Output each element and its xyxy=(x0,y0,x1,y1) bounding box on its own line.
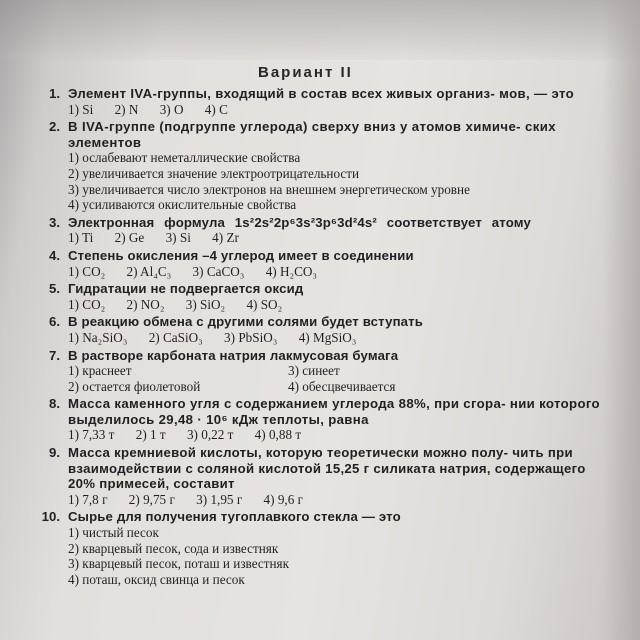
option: 3) увеличивается число электронов на внешнем энергетическом уровне xyxy=(68,181,470,197)
options xyxy=(68,230,610,246)
question-number: 7. xyxy=(49,347,60,363)
option: 1) чистый песок xyxy=(68,525,159,541)
question-5 xyxy=(30,281,610,312)
option: 2) Ge xyxy=(114,230,145,246)
question-10 xyxy=(30,509,610,587)
option: 4) Zr xyxy=(212,230,239,246)
option: 3) PbSiO₃ xyxy=(224,329,278,345)
question-number: 6. xyxy=(49,314,60,330)
option: 3) 0,22 т xyxy=(186,427,234,443)
option: 2) 9,75 г xyxy=(128,491,175,507)
option: 3) 1,95 г xyxy=(196,491,243,507)
top-shadow xyxy=(0,0,640,60)
option: 2) Al₄C₃ xyxy=(126,263,172,279)
option: 2) N xyxy=(114,101,139,117)
option: 4) обесцвечивается xyxy=(288,378,396,394)
options xyxy=(68,492,610,508)
option: 1) ослабевают неметаллические свойства xyxy=(68,150,301,166)
question-text: В реакцию обмена с другими солями будет вступать xyxy=(68,314,424,330)
question-number: 5. xyxy=(49,281,60,297)
question-text: Масса каменного угля с содержанием углерода 88%, при сгора- нии которого выделилось 29,48 · 10⁶ кДж теплоты, равна xyxy=(68,396,600,427)
options xyxy=(68,525,610,587)
option: 2) NO₂ xyxy=(126,296,165,312)
question-list xyxy=(30,86,610,589)
question-3 xyxy=(30,215,610,246)
option: 3) O xyxy=(159,101,184,117)
question-number: 8. xyxy=(49,396,60,412)
question-9 xyxy=(30,445,610,507)
option: 2) кварцевый песок, сода и известняк xyxy=(68,540,279,556)
question-text: Масса кремниевой кислоты, которую теоретически можно полу- чить при взаимодействии с соляной кислотой 15,25 г силиката натрия, содержащего 20% примесей, составит xyxy=(68,445,586,492)
question-2 xyxy=(30,119,610,213)
options xyxy=(68,150,610,212)
question-text: В растворе карбоната натрия лакмусовая бумага xyxy=(68,347,399,363)
question-text: В IVA-группе (подгруппе углерода) сверху вниз у атомов химиче- ских элементов xyxy=(68,119,557,150)
option: 4) 9,6 г xyxy=(263,491,304,507)
question-number: 2. xyxy=(49,119,60,135)
option: 2) 1 т xyxy=(135,427,166,443)
question-text: Элемент IVA-группы, входящий в состав всех живых организ- мов, — это xyxy=(68,86,575,101)
question-text: Сырье для получения тугоплавкого стекла — это xyxy=(68,509,401,525)
option: 4) усиливаются окислительные свойства xyxy=(68,197,297,213)
option: 3) Si xyxy=(165,230,191,246)
option: 2) остается фиолетовой xyxy=(68,378,201,394)
question-6 xyxy=(30,314,610,345)
option: 4) 0,88 т xyxy=(254,427,302,443)
question-4 xyxy=(30,248,610,279)
option: 1) CO₂ xyxy=(68,296,106,312)
option: 2) увеличивается значение электроотрицательности xyxy=(68,165,360,181)
question-text: Электронная формула 1s²2s²2p⁶3s²3p⁶3d²4s² соответствует атому xyxy=(68,214,531,230)
option: 3) синеет xyxy=(288,363,340,379)
question-number: 1. xyxy=(49,86,60,101)
question-7 xyxy=(30,348,610,395)
question-1 xyxy=(30,86,610,117)
option: 1) 7,8 г xyxy=(68,491,108,507)
question-text: Гидратации не подвергается оксид xyxy=(68,281,304,297)
option: 4) SO₂ xyxy=(246,296,283,312)
option: 4) MgSiO₃ xyxy=(298,329,357,345)
option: 1) Ti xyxy=(68,230,94,246)
option: 4) C xyxy=(204,101,228,117)
option: 1) 7,33 т xyxy=(68,427,115,443)
question-number: 10. xyxy=(41,509,60,525)
options xyxy=(68,330,610,346)
question-number: 3. xyxy=(49,214,60,230)
options xyxy=(68,102,610,118)
option: 3) кварцевый песок, поташ и известняк xyxy=(68,556,290,572)
option: 1) Si xyxy=(68,101,94,117)
option: 1) CO₂ xyxy=(68,263,106,279)
options xyxy=(68,264,610,280)
option: 3) SiO₂ xyxy=(185,296,226,312)
option: 2) CaSiO₃ xyxy=(148,329,203,345)
variant-title: Вариант II xyxy=(258,64,353,81)
option: 4) поташ, оксид свинца и песок xyxy=(68,571,245,587)
question-number: 4. xyxy=(49,247,60,263)
question-8 xyxy=(30,396,610,443)
option: 1) Na₂SiO₃ xyxy=(68,329,128,345)
question-number: 9. xyxy=(49,445,60,461)
option: 4) H₂CO₃ xyxy=(265,263,318,279)
options xyxy=(68,363,610,394)
option: 3) CaCO₃ xyxy=(192,263,245,279)
option: 1) краснеет xyxy=(68,363,132,379)
options xyxy=(68,427,610,443)
question-text: Степень окисления –4 углерод имеет в соединении xyxy=(68,247,414,263)
options xyxy=(68,297,610,313)
